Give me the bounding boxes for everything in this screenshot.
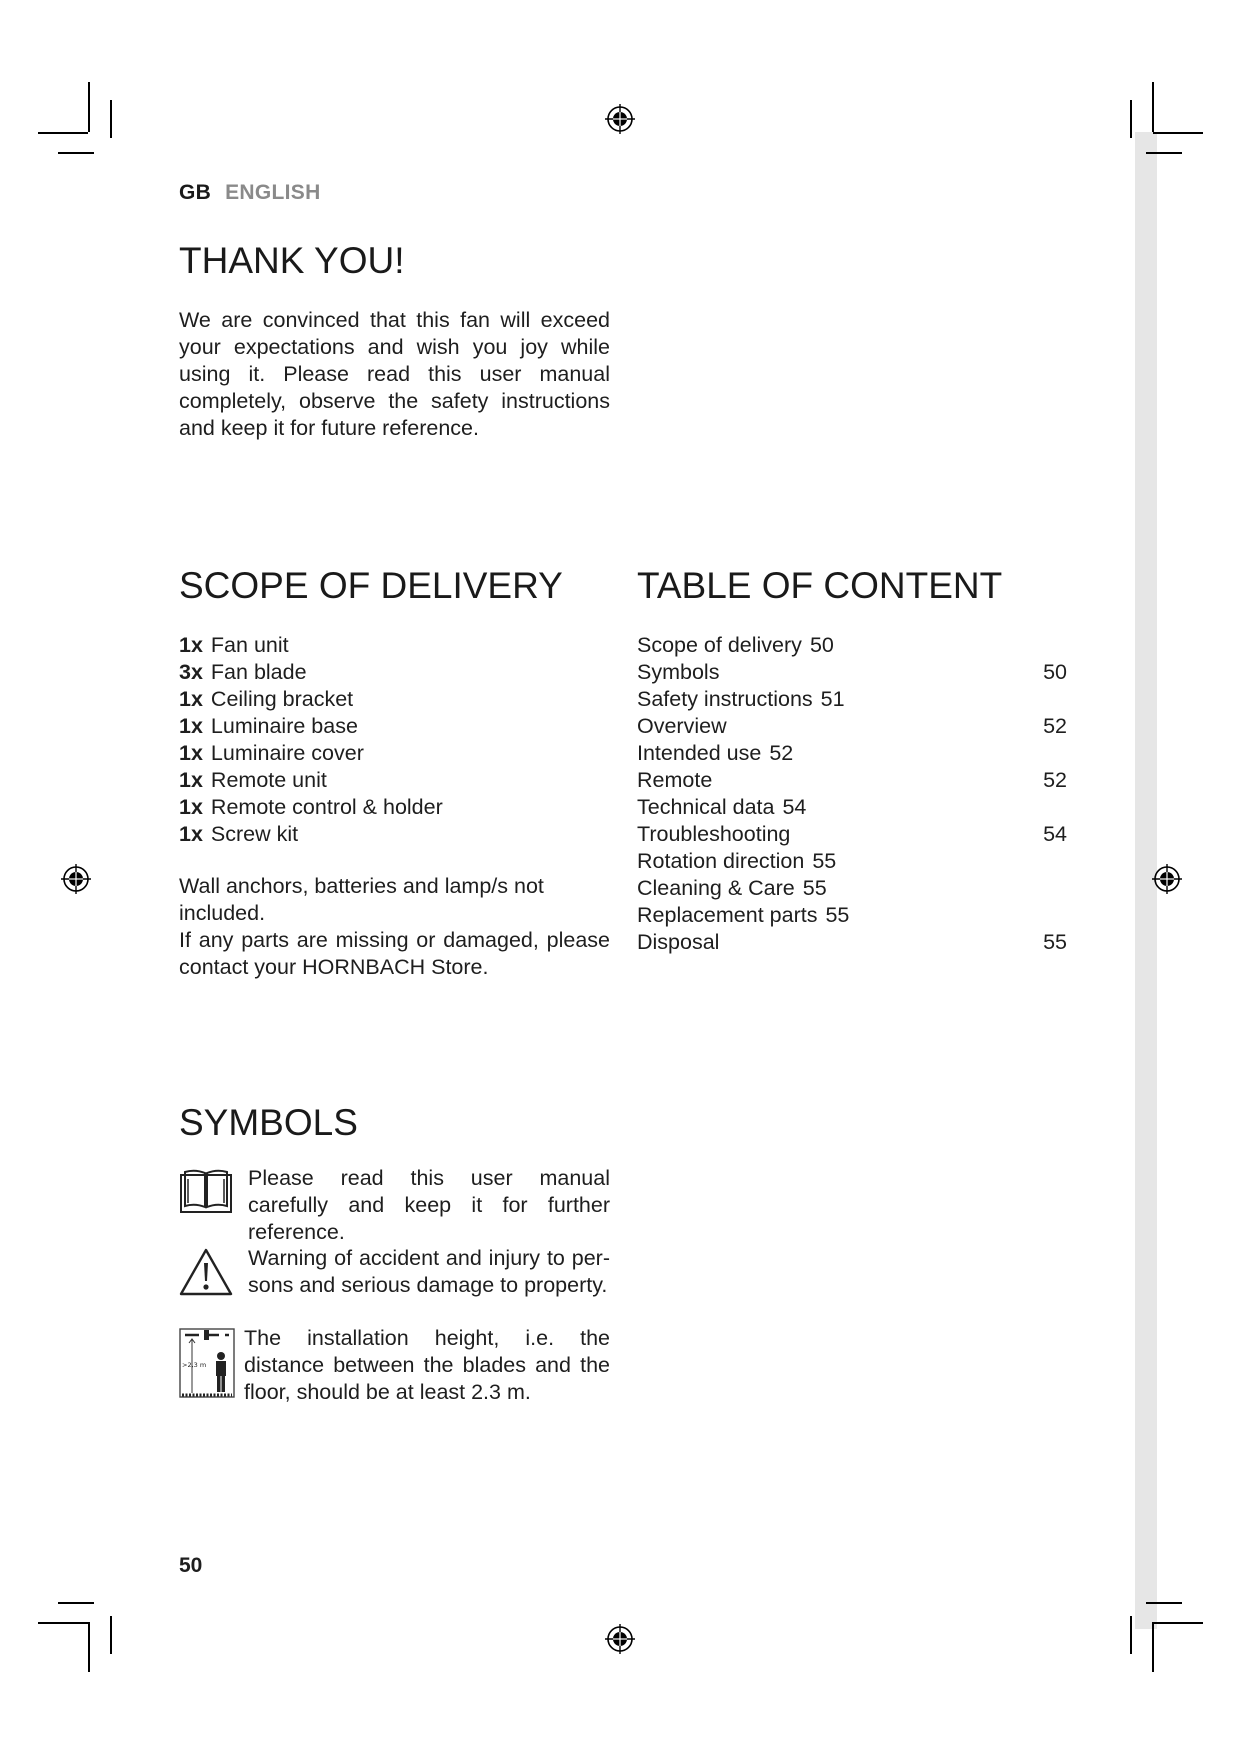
toc-entry bbox=[637, 929, 1067, 956]
toc-entry-label: Disposal bbox=[637, 930, 720, 954]
toc-entry-label: Symbols bbox=[637, 660, 720, 684]
crop-mark bbox=[88, 82, 90, 132]
crop-mark bbox=[1153, 132, 1203, 134]
toc-entry-page: 52 bbox=[769, 741, 794, 765]
scope-note-not-included: Wall anchors, batteries and lamp/s not included. bbox=[179, 874, 544, 925]
toc-entry-page: 55 bbox=[802, 876, 827, 900]
registration-mark-icon bbox=[605, 104, 635, 134]
toc-entry-label: Overview bbox=[637, 714, 727, 738]
crop-mark bbox=[58, 1602, 94, 1604]
crop-mark bbox=[38, 132, 88, 134]
symbol-row-height bbox=[179, 1325, 610, 1410]
crop-mark bbox=[88, 1622, 90, 1672]
toc-entry bbox=[637, 686, 1067, 713]
scope-item-label: Screw kit bbox=[210, 822, 299, 846]
scope-item bbox=[179, 632, 610, 659]
page-number: 50 bbox=[179, 1554, 203, 1577]
toc-entry-label: Safety instructions bbox=[637, 687, 813, 711]
scope-heading: SCOPE OF DELIVERY bbox=[179, 565, 563, 606]
scope-item-qty: 3x bbox=[179, 660, 203, 684]
language-code: GB bbox=[179, 181, 212, 204]
scope-item bbox=[179, 686, 610, 713]
crop-mark bbox=[1130, 1616, 1132, 1654]
crop-mark bbox=[38, 1622, 88, 1624]
toc-entry-label: Cleaning & Care bbox=[637, 876, 795, 900]
symbol-text-manual: Please read this user manual carefully and keep it for further reference. bbox=[248, 1166, 610, 1244]
toc-entry-page: 54 bbox=[782, 795, 807, 819]
crop-mark bbox=[110, 100, 112, 138]
crop-mark bbox=[1153, 1622, 1203, 1624]
crop-mark bbox=[1152, 1622, 1154, 1672]
thank-you-text: We are convinced that this fan will exceed your expectations and wish you joy while using it. Please read this user manual completely, observe the safety instructions and keep it for future reference. bbox=[179, 308, 610, 440]
scope-item-label: Luminaire base bbox=[210, 714, 358, 738]
symbol-row-manual bbox=[179, 1165, 610, 1244]
toc-entry-page: 54 bbox=[1043, 822, 1067, 846]
scope-item-label: Remote control & holder bbox=[210, 795, 443, 819]
scope-item bbox=[179, 794, 610, 821]
symbol-text-warning: Warning of accident and injury to per-sons and serious damage to property. bbox=[248, 1246, 610, 1297]
scope-note-contact: If any parts are missing or damaged, please contact your HORNBACH Store. bbox=[179, 928, 610, 979]
scope-item-qty: 1x bbox=[179, 633, 203, 657]
warning-triangle-icon bbox=[179, 1247, 233, 1297]
crop-mark bbox=[110, 1616, 112, 1654]
toc-entry-label: Remote bbox=[637, 768, 713, 792]
thank-you-heading: THANK YOU! bbox=[179, 240, 405, 281]
scope-list bbox=[179, 632, 610, 848]
installation-height-icon bbox=[179, 1327, 235, 1401]
registration-mark-icon bbox=[605, 1624, 635, 1654]
toc-entry-label: Rotation direction bbox=[637, 849, 805, 873]
scope-item-label: Ceiling bracket bbox=[210, 687, 354, 711]
toc-entry bbox=[637, 740, 1067, 767]
language-header bbox=[179, 181, 321, 205]
toc-list bbox=[637, 632, 1067, 956]
toc-entry-page: 51 bbox=[820, 687, 845, 711]
toc-heading: TABLE OF CONTENT bbox=[637, 565, 1003, 606]
toc-entry-label: Scope of delivery bbox=[637, 633, 802, 657]
scope-item bbox=[179, 740, 610, 767]
symbol-row-warning bbox=[179, 1245, 610, 1305]
scope-item-qty: 1x bbox=[179, 768, 203, 792]
scope-item-label: Fan blade bbox=[210, 660, 307, 684]
scope-item bbox=[179, 659, 610, 686]
toc-entry-page: 55 bbox=[812, 849, 837, 873]
toc-entry bbox=[637, 794, 1067, 821]
registration-mark-icon bbox=[1152, 864, 1182, 894]
crop-mark bbox=[1146, 1602, 1182, 1604]
toc-entry-label: Replacement parts bbox=[637, 903, 818, 927]
toc-entry-page: 52 bbox=[1043, 714, 1067, 738]
toc-entry-label: Troubleshooting bbox=[637, 822, 791, 846]
scope-item-qty: 1x bbox=[179, 795, 203, 819]
scope-item-label: Fan unit bbox=[210, 633, 289, 657]
scope-item bbox=[179, 713, 610, 740]
scope-item-qty: 1x bbox=[179, 741, 203, 765]
toc-entry-page: 55 bbox=[825, 903, 850, 927]
symbols-heading: SYMBOLS bbox=[179, 1102, 358, 1143]
scope-item-label: Luminaire cover bbox=[210, 741, 364, 765]
symbol-text-height: The installation height, i.e. the distance between the blades and the floor, should be at least 2.3 m. bbox=[244, 1326, 610, 1404]
toc-entry-page: 50 bbox=[809, 633, 834, 657]
crop-mark bbox=[1130, 100, 1132, 138]
crop-mark bbox=[1146, 152, 1182, 154]
toc-entry-page: 52 bbox=[1043, 768, 1067, 792]
installation-height-label: >2,3 m bbox=[182, 1361, 207, 1369]
toc-entry bbox=[637, 767, 1067, 794]
toc-entry-page: 50 bbox=[1043, 660, 1067, 684]
scope-item-qty: 1x bbox=[179, 687, 203, 711]
scope-item-label: Remote unit bbox=[210, 768, 327, 792]
crop-mark bbox=[1152, 82, 1154, 132]
scope-item bbox=[179, 767, 610, 794]
language-name: ENGLISH bbox=[225, 181, 321, 204]
scope-item-qty: 1x bbox=[179, 714, 203, 738]
scope-item bbox=[179, 821, 610, 848]
toc-entry bbox=[637, 821, 1067, 848]
toc-entry bbox=[637, 848, 1067, 875]
toc-entry-label: Intended use bbox=[637, 741, 762, 765]
crop-mark bbox=[58, 152, 94, 154]
toc-entry bbox=[637, 632, 1067, 659]
scope-item-qty: 1x bbox=[179, 822, 203, 846]
toc-entry bbox=[637, 875, 1067, 902]
toc-entry bbox=[637, 713, 1067, 740]
book-icon bbox=[179, 1167, 233, 1215]
registration-mark-icon bbox=[61, 864, 91, 894]
toc-entry bbox=[637, 902, 1067, 929]
toc-entry-page: 55 bbox=[1043, 930, 1067, 954]
toc-entry-label: Technical data bbox=[637, 795, 775, 819]
toc-entry bbox=[637, 659, 1067, 686]
